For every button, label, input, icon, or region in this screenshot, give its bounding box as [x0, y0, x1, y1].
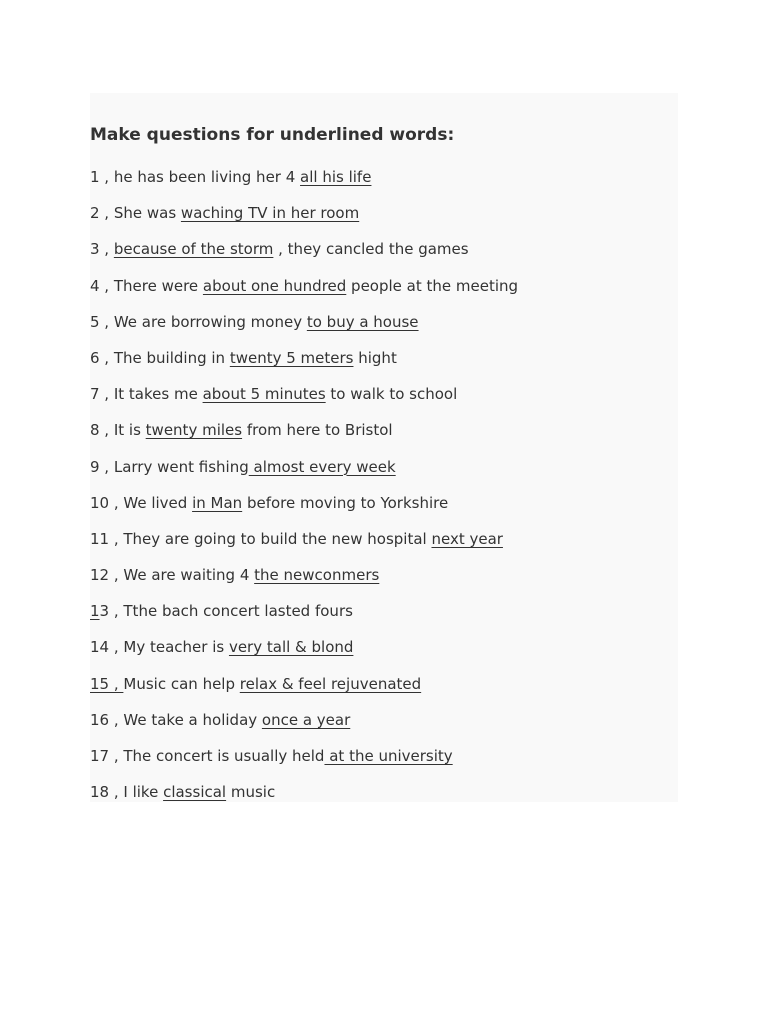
question-line: [90, 420, 518, 456]
underlined-phrase: in Man: [192, 493, 243, 512]
question-line: [90, 167, 518, 203]
underlined-phrase: twenty miles: [145, 421, 243, 440]
underlined-phrase: 1: [90, 602, 100, 621]
question-line: [90, 312, 518, 348]
underlined-phrase: at the university: [324, 747, 453, 765]
underlined-phrase: the newconmers: [254, 566, 380, 585]
question-line: [90, 203, 518, 239]
question-line: [90, 493, 518, 529]
question-line: [90, 565, 518, 601]
underlined-phrase: almost every week: [248, 457, 396, 476]
question-text: to walk to school: [325, 385, 458, 404]
question-line: [90, 601, 518, 637]
underlined-phrase: once a year: [261, 710, 351, 729]
underlined-phrase: all his life: [300, 168, 372, 186]
question-line: [90, 239, 518, 275]
question-text: , they cancled the games: [273, 240, 469, 259]
question-line: [90, 529, 518, 565]
question-text: 8 , It is: [90, 421, 146, 440]
underlined-phrase: twenty 5 meters: [229, 348, 354, 367]
underlined-phrase: very tall & blond: [228, 638, 354, 657]
question-line: [90, 782, 518, 818]
question-line: [90, 674, 518, 710]
question-text: 10 , We lived: [90, 493, 193, 512]
question-text: 1 , he has been living her 4: [90, 168, 301, 186]
underlined-phrase: because of the storm: [113, 240, 274, 259]
question-text: 4 , There were: [90, 276, 203, 295]
question-text: hight: [353, 348, 397, 367]
question-line: [90, 710, 518, 746]
question-line: [90, 746, 518, 782]
question-text: 9 , Larry went fishing: [90, 457, 249, 476]
question-text: 11 , They are going to build the new hospital: [90, 529, 432, 548]
question-text: 17 , The concert is usually held: [90, 747, 325, 765]
question-line: [90, 457, 518, 493]
question-text: 14 , My teacher is: [90, 638, 229, 657]
question-text: 12 , We are waiting 4: [90, 566, 255, 585]
underlined-phrase: waching TV in her room: [180, 204, 360, 223]
question-line: [90, 276, 518, 312]
question-text: 3 , Tthe bach concert lasted fours: [99, 602, 353, 621]
question-text: people at the meeting: [346, 276, 519, 295]
question-text: 7 , It takes me: [90, 385, 203, 404]
question-text: 18 , I like: [90, 783, 164, 802]
underlined-phrase: next year: [431, 529, 503, 548]
underlined-phrase: 15 ,: [90, 674, 124, 693]
question-text: Music can help: [123, 674, 240, 693]
question-line: [90, 637, 518, 673]
underlined-phrase: classical: [163, 783, 227, 802]
underlined-phrase: relax & feel rejuvenated: [239, 674, 422, 693]
question-text: 6 , The building in: [90, 348, 230, 367]
document-page: [90, 93, 678, 802]
question-text: 5 , We are borrowing money: [90, 312, 307, 331]
question-text: music: [226, 783, 276, 802]
question-list: [90, 167, 518, 818]
question-text: 16 , We take a holiday: [90, 710, 262, 729]
question-line: [90, 384, 518, 420]
question-text: before moving to Yorkshire: [242, 493, 449, 512]
question-text: 2 , She was: [90, 204, 181, 223]
underlined-phrase: to buy a house: [306, 312, 419, 331]
question-text: 3 ,: [90, 240, 114, 259]
question-line: [90, 348, 518, 384]
underlined-phrase: about 5 minutes: [202, 385, 326, 404]
question-text: from here to Bristol: [242, 421, 393, 440]
underlined-phrase: about one hundred: [202, 276, 347, 295]
document-title: Make questions for underlined words:: [90, 125, 455, 145]
